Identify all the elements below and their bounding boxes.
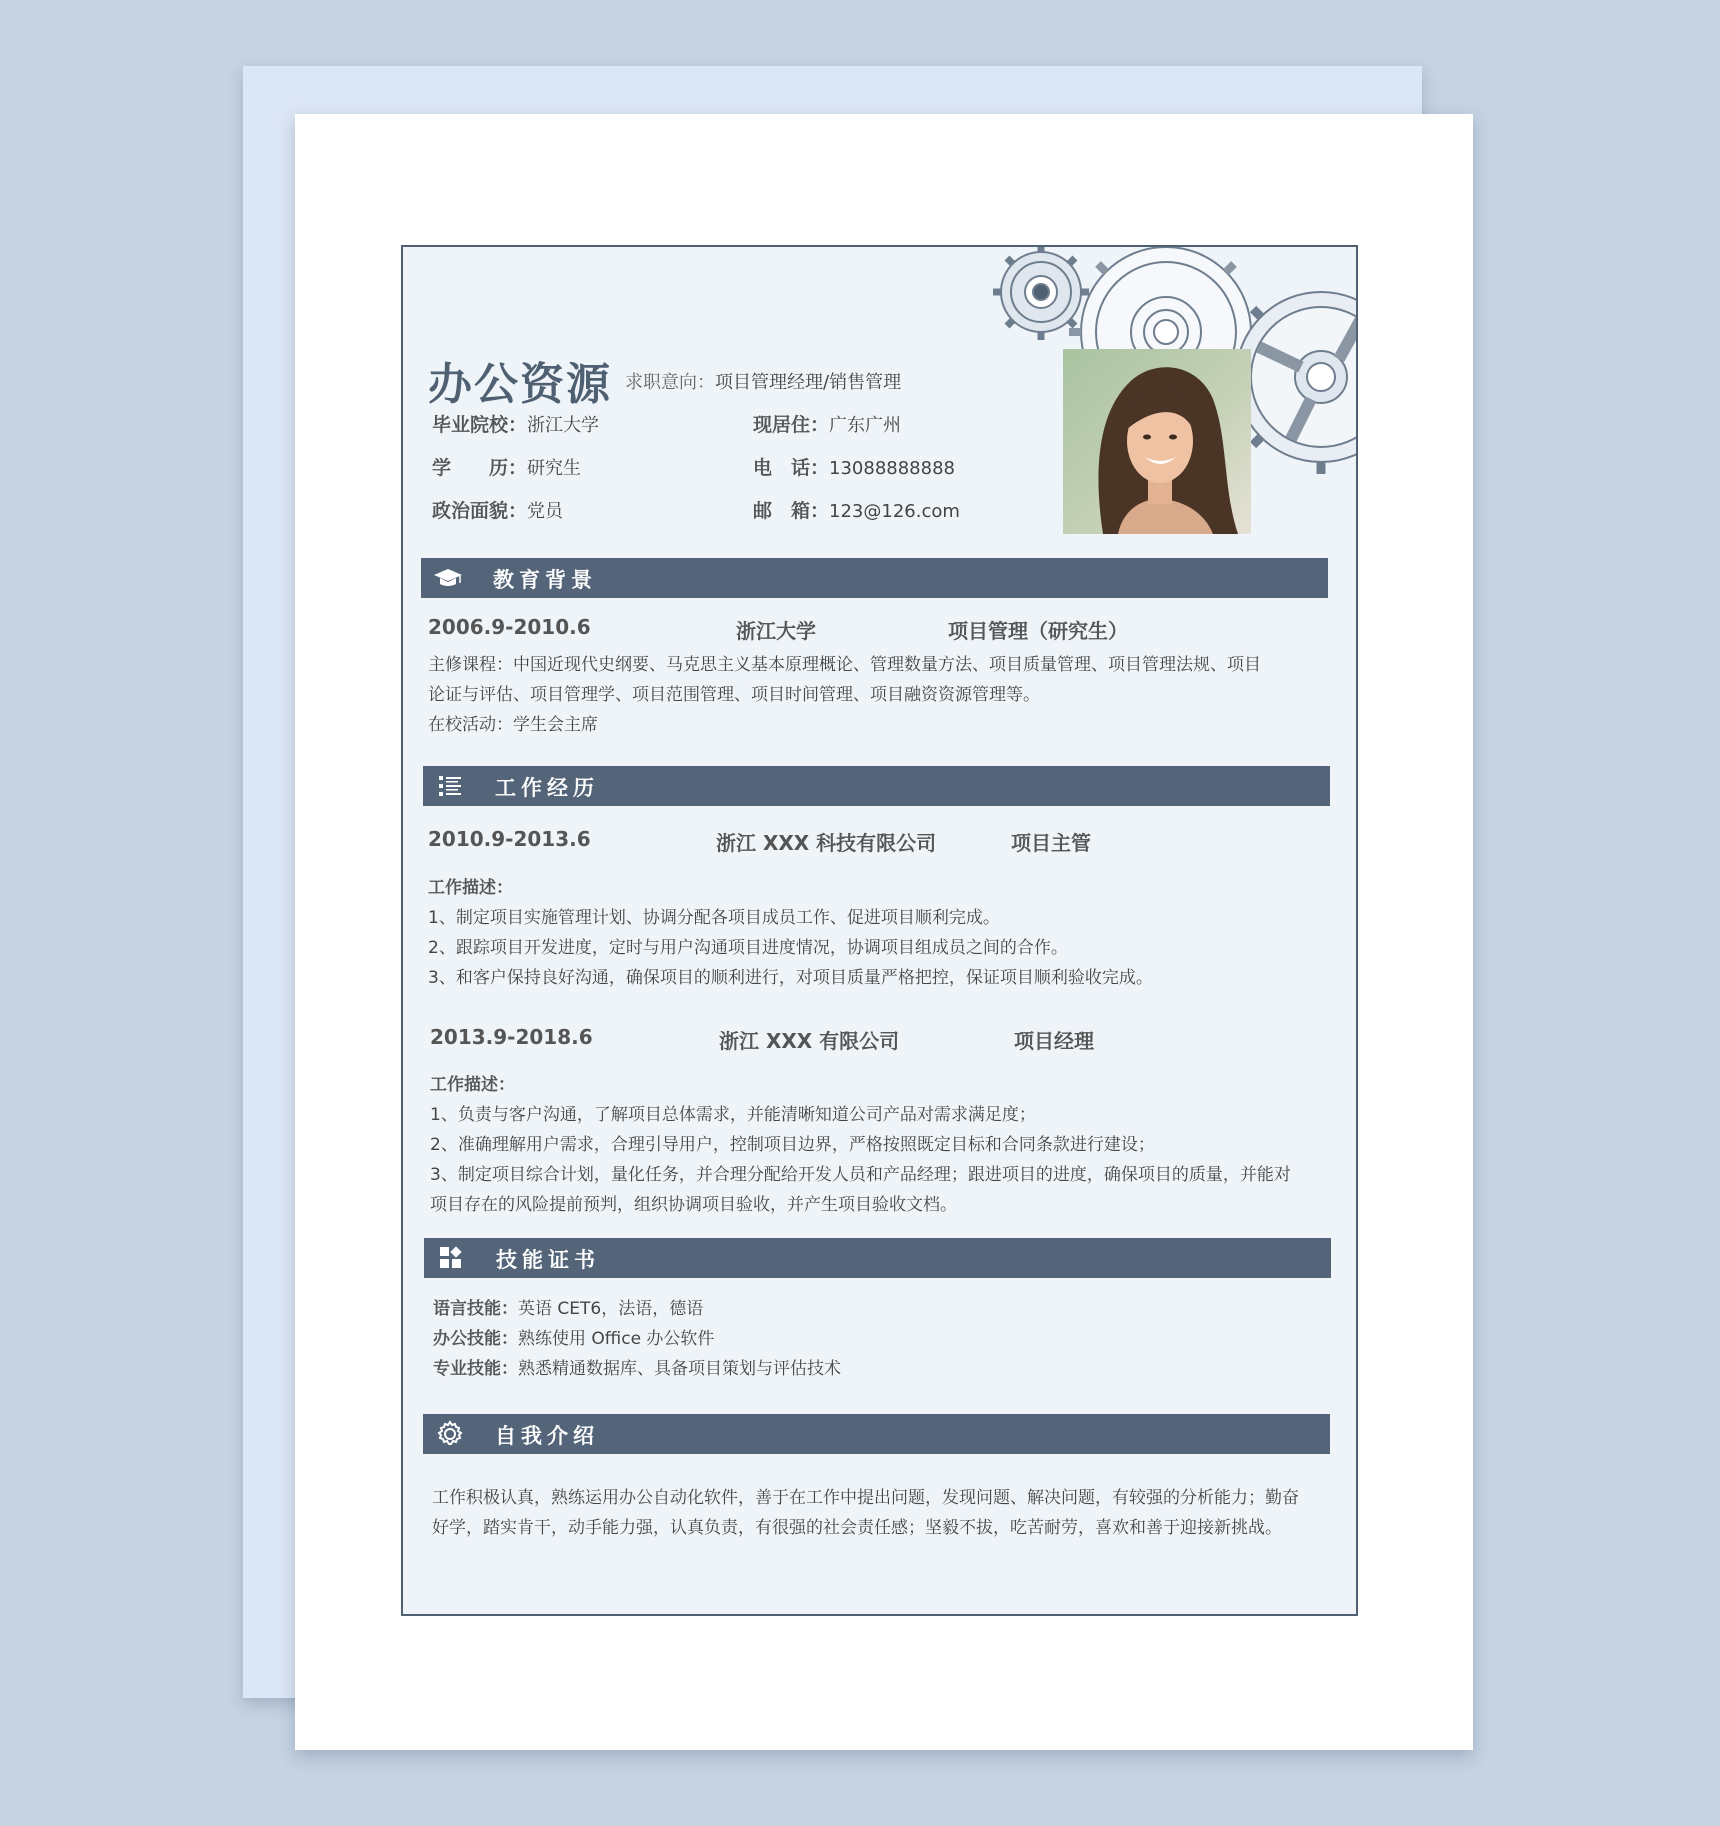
list-icon	[433, 770, 467, 802]
job-objective	[625, 368, 901, 394]
info-politics	[432, 496, 563, 523]
skills-list	[433, 1294, 841, 1384]
skill-professional-value: 熟悉精通数据库、具备项目策划与评估技术	[518, 1359, 841, 1379]
education-major: 项目管理（研究生）	[948, 619, 1128, 643]
job-1-period: 2010.9-2013.6	[428, 827, 591, 851]
job-1-line-3: 3、和客户保持良好沟通，确保项目的顺利进行，对项目质量严格把控，保证项目顺利验收完成。	[428, 968, 1153, 988]
education-activity: 在校活动：学生会主席	[428, 715, 598, 735]
job-2-line-2: 2、准确理解用户需求，合理引导用户，控制项目边界，严格按照既定目标和合同条款进行建设；	[430, 1135, 1155, 1155]
education-courses-line-1: 主修课程：中国近现代史纲要、马克思主义基本原理概论、管理数量方法、项目质量管理、项目管理法规、项目	[428, 655, 1261, 675]
email-value: 123@126.com	[829, 501, 960, 522]
job-2-desc-label: 工作描述：	[430, 1075, 515, 1095]
resume-page	[401, 245, 1358, 1616]
applicant-name: 办公资源	[428, 359, 612, 410]
skill-professional	[433, 1354, 841, 1384]
job-1-desc-label: 工作描述：	[428, 878, 513, 898]
info-school	[432, 410, 599, 437]
info-residence	[753, 410, 901, 437]
skill-office-label: 办公技能：	[433, 1329, 518, 1349]
job-1-position: 项目主管	[1011, 831, 1091, 855]
section-work-title: 工作经历	[495, 776, 599, 800]
residence-value: 广东广州	[829, 415, 902, 436]
degree-value: 研究生	[527, 458, 582, 479]
residence-label: 现居住：	[753, 414, 830, 436]
section-intro-title: 自我介绍	[495, 1424, 599, 1448]
job-2-line-4: 项目存在的风险提前预判，组织协调项目验收，并产生项目验收文档。	[430, 1195, 957, 1215]
graduation-cap-icon	[431, 562, 465, 594]
education-period: 2006.9-2010.6	[428, 615, 591, 639]
section-skills-title: 技能证书	[496, 1248, 600, 1272]
politics-value: 党员	[527, 501, 564, 522]
skill-professional-label: 专业技能：	[433, 1359, 518, 1379]
profile-photo	[1063, 349, 1251, 534]
job-2-line-3: 3、制定项目综合计划，量化任务，并合理分配给开发人员和产品经理；跟进项目的进度，确保项目的质量，并能对	[430, 1165, 1291, 1185]
skill-language	[433, 1294, 841, 1324]
intro-line-2: 好学，踏实肯干，动手能力强，认真负责，有很强的社会责任感；坚毅不拔，吃苦耐劳，喜欢和善于迎接新挑战。	[432, 1518, 1282, 1538]
objective-label: 求职意向：	[625, 372, 715, 393]
gear-icon	[433, 1418, 467, 1450]
job-1-line-1: 1、制定项目实施管理计划、协调分配各项目成员工作、促进项目顺利完成。	[428, 908, 1000, 928]
section-education-header	[421, 558, 1328, 598]
skill-language-label: 语言技能：	[433, 1299, 518, 1319]
info-email	[753, 496, 960, 523]
email-label: 邮 箱：	[753, 500, 830, 522]
section-intro-header	[423, 1414, 1330, 1454]
education-school: 浙江大学	[736, 619, 816, 643]
skill-language-value: 英语 CET6，法语，德语	[518, 1299, 704, 1319]
education-courses-line-2: 论证与评估、项目管理学、项目范围管理、项目时间管理、项目融资资源管理等。	[428, 685, 1040, 705]
job-2-period: 2013.9-2018.6	[430, 1025, 593, 1049]
degree-label: 学 历：	[432, 457, 528, 479]
intro-line-1: 工作积极认真，熟练运用办公自动化软件，善于在工作中提出问题，发现问题、解决问题，有较强的分析能力；勤奋	[432, 1488, 1299, 1508]
skill-office-value: 熟练使用 Office 办公软件	[518, 1329, 715, 1349]
phone-label: 电 话：	[753, 457, 830, 479]
info-phone	[753, 453, 955, 480]
job-1-line-2: 2、跟踪项目开发进度，定时与用户沟通项目进度情况，协调项目组成员之间的合作。	[428, 938, 1068, 958]
grid-icon	[434, 1242, 468, 1274]
objective-value: 项目管理经理/销售管理	[715, 372, 902, 393]
school-label: 毕业院校：	[432, 414, 528, 436]
politics-label: 政治面貌：	[432, 500, 528, 522]
job-2-description	[430, 1070, 1291, 1220]
info-degree	[432, 453, 581, 480]
skill-office	[433, 1324, 841, 1354]
phone-value: 13088888888	[829, 458, 955, 479]
section-education-title: 教育背景	[493, 568, 597, 592]
job-2-company: 浙江 XXX 有限公司	[719, 1029, 900, 1053]
job-1-company: 浙江 XXX 科技有限公司	[716, 831, 937, 855]
intro-text	[432, 1483, 1299, 1543]
section-work-header	[423, 766, 1330, 806]
job-2-position: 项目经理	[1014, 1029, 1094, 1053]
school-value: 浙江大学	[527, 415, 600, 436]
job-2-line-1: 1、负责与客户沟通，了解项目总体需求，并能清晰知道公司产品对需求满足度；	[430, 1105, 1036, 1125]
education-courses	[428, 650, 1261, 740]
section-skills-header	[424, 1238, 1331, 1278]
job-1-description	[428, 873, 1153, 993]
